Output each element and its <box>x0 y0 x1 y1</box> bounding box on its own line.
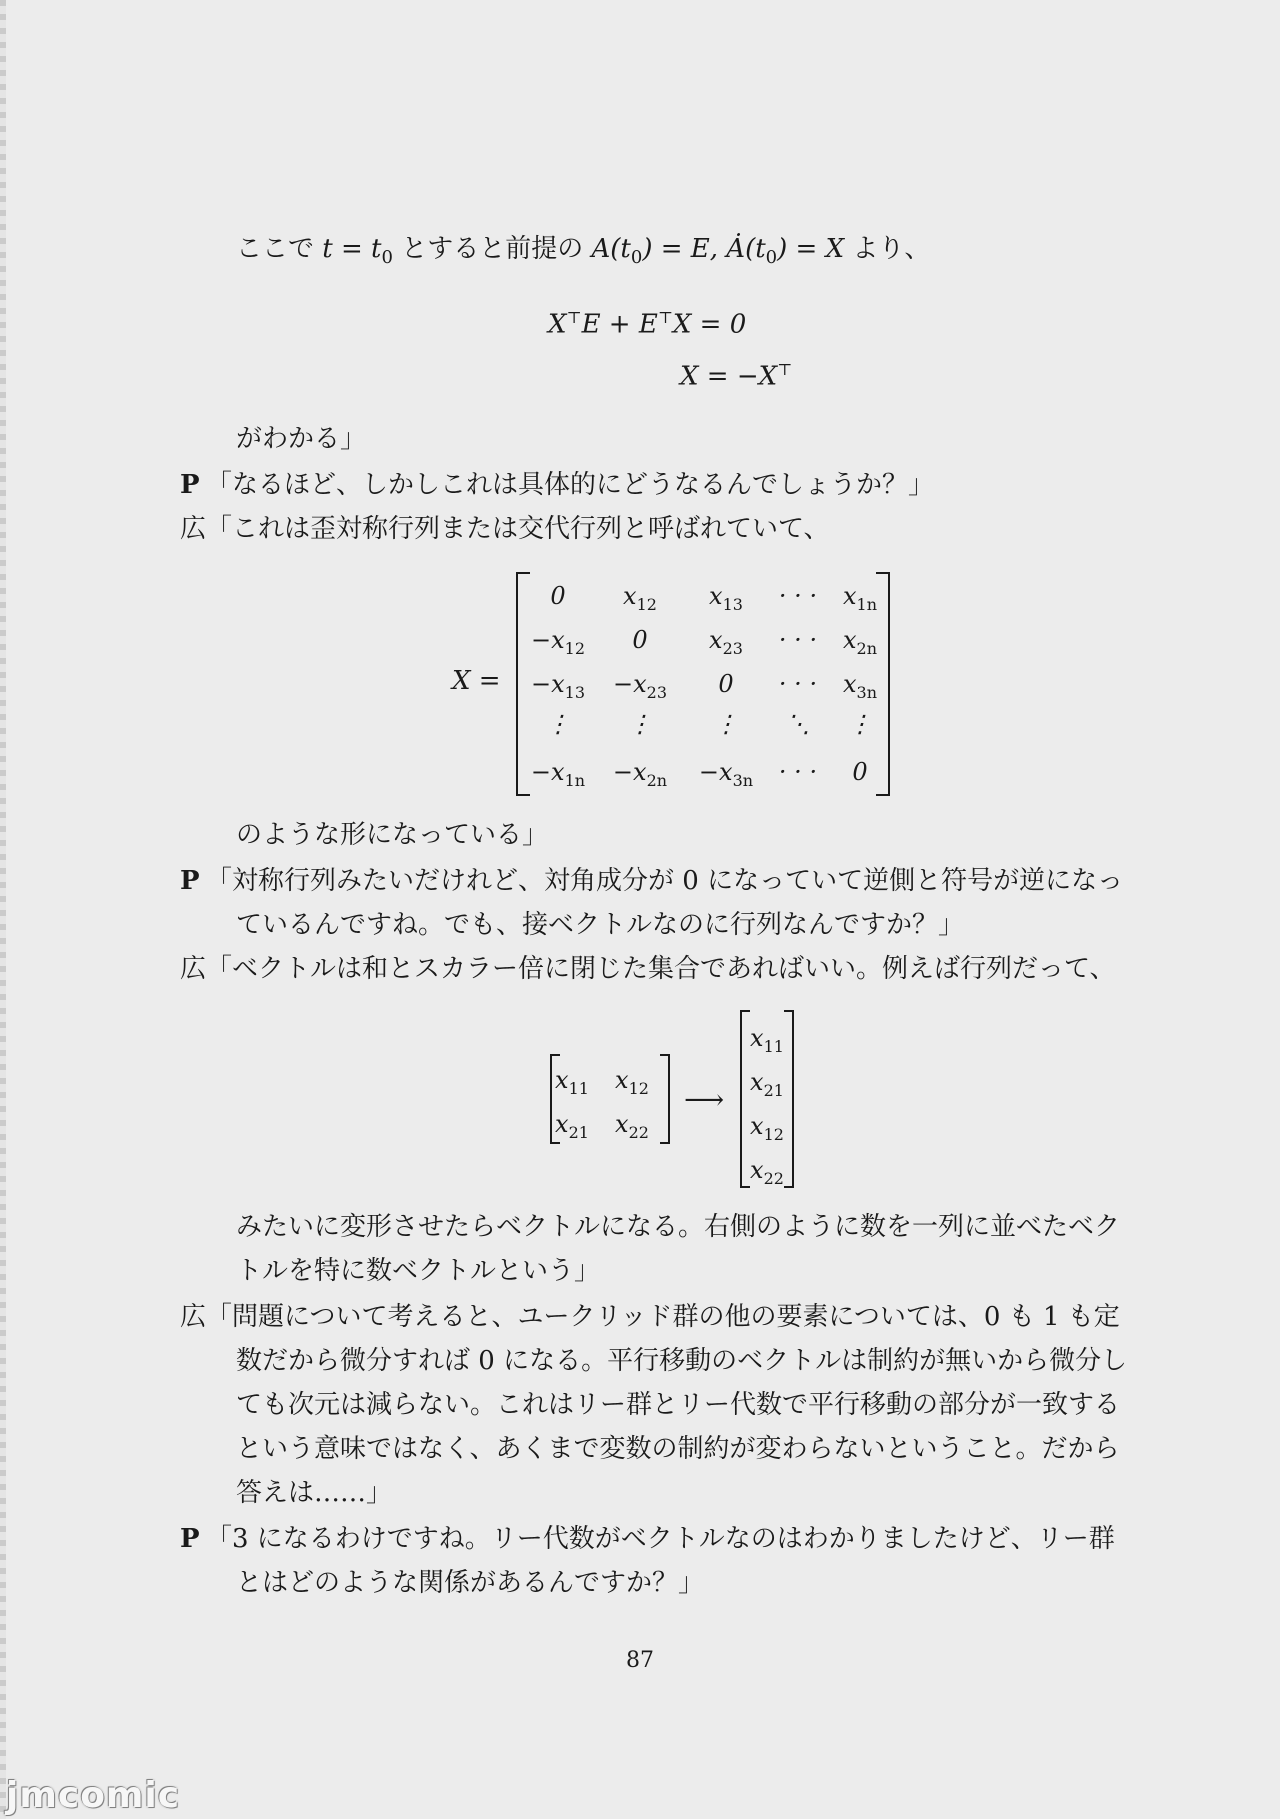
speaker-p: P <box>180 1524 200 1554</box>
paragraph-intro <box>236 236 930 267</box>
matrix-label: X = <box>452 666 501 696</box>
speaker-p: P <box>180 866 200 896</box>
text-vector-2: トルを特に数ベクトルという」 <box>236 1256 601 1286</box>
matrix-cell: $-x_{23}$ <box>612 670 667 702</box>
dialogue-p-1 <box>180 472 934 498</box>
dialogue-text: 「これは歪対称行列または交代行列と呼ばれていて、 <box>206 514 830 544</box>
matrix-cell: · · · <box>778 758 818 786</box>
dialogue-continuation: 数だから微分すれば 0 になる。平行移動のベクトルは制約が無いから微分し <box>236 1346 1128 1376</box>
matrix-cell: $x_{22}$ <box>615 1110 649 1142</box>
dialogue-h-3 <box>180 1304 1120 1330</box>
text-premise: とすると前提の <box>401 234 584 264</box>
matrix-cell: $x_{21}$ <box>555 1110 589 1142</box>
dialogue-continuation: とはどのような関係があるんですか？」 <box>236 1568 705 1598</box>
text-gawakaru: がわかる」 <box>236 424 367 454</box>
watermark-logo: jmcomic <box>6 1775 181 1816</box>
text-yori: より、 <box>852 234 931 264</box>
matrix-cell: · · · <box>778 626 818 654</box>
matrix-cell: $x_{2n}$ <box>842 626 878 658</box>
dialogue-continuation: 答えは……」 <box>236 1478 393 1508</box>
dialogue-continuation: ているんですね。でも、接ベクトルなのに行列なんですか？」 <box>236 910 965 940</box>
matrix-cell: ⋮ <box>546 710 570 738</box>
dialogue-text: 「問題について考えると、ユークリッド群の他の要素については、0 も 1 も定 <box>206 1302 1120 1332</box>
matrix-cell: $-x_{2n}$ <box>612 758 668 790</box>
matrix-cell: $x_{23}$ <box>709 626 743 658</box>
vector-cell: $x_{12}$ <box>750 1112 784 1144</box>
matrix-cell: · · · <box>778 582 818 610</box>
dialogue-continuation: という意味ではなく、あくまで変数の制約が変わらないということ。だから <box>236 1434 1120 1464</box>
math-t-eq-t0: $t = t_0$ <box>322 234 393 268</box>
dialogue-text: 「なるほど、しかしこれは具体的にどうなるんでしょうか？」 <box>206 470 935 500</box>
dialogue-h-1 <box>180 516 829 542</box>
dialogue-h-2 <box>180 956 1115 982</box>
matrix-cell: · · · <box>778 670 818 698</box>
matrix-cell: $x_{12}$ <box>623 582 657 614</box>
text-vector-1: みたいに変形させたらベクトルになる。右側のように数を一列に並べたベク <box>236 1212 1121 1242</box>
matrix-cell: $x_{3n}$ <box>842 670 878 702</box>
matrix-2x2 <box>550 1054 670 1144</box>
column-vector <box>740 1010 794 1188</box>
skew-symmetric-matrix <box>516 572 890 796</box>
matrix-cell: $x_{1n}$ <box>842 582 878 614</box>
matrix-cell: ⋮ <box>628 710 652 738</box>
matrix-cell: $-x_{3n}$ <box>698 758 754 790</box>
matrix-cell: $x_{11}$ <box>555 1066 589 1098</box>
equation-1: X⊤E + E⊤X = 0 <box>548 308 747 340</box>
vector-cell: $x_{22}$ <box>750 1156 784 1188</box>
vector-cell: $x_{11}$ <box>750 1024 784 1056</box>
dialogue-text: 「対称行列みたいだけれど、対角成分が 0 になっていて逆側と符号が逆になっ <box>206 866 1124 896</box>
binding-edge <box>0 0 6 1819</box>
matrix-cell: $x_{12}$ <box>615 1066 649 1098</box>
arrow-icon: ⟶ <box>684 1083 725 1116</box>
matrix-cell: 0 <box>632 626 648 654</box>
matrix-cell: $-x_{1n}$ <box>530 758 586 790</box>
dialogue-text: 「ベクトルは和とスカラー倍に閉じた集合であればいい。例えば行列だって、 <box>206 954 1116 984</box>
vector-cell: $x_{21}$ <box>750 1068 784 1100</box>
text-nayouna: のような形になっている」 <box>236 820 549 850</box>
page-number: 87 <box>626 1648 654 1673</box>
speaker-hiro: 広 <box>180 1302 207 1332</box>
matrix-cell: 0 <box>852 758 868 786</box>
dialogue-continuation: ても次元は減らない。これはリー群とリー代数で平行移動の部分が一致する <box>236 1390 1121 1420</box>
speaker-hiro: 広 <box>180 514 207 544</box>
dialogue-text: 「3 になるわけですね。リー代数がベクトルなのはわかりましたけど、リー群 <box>206 1524 1115 1554</box>
speaker-p: P <box>180 470 200 500</box>
matrix-cell: 0 <box>718 670 734 698</box>
dialogue-p-3 <box>180 1526 1115 1552</box>
dialogue-p-2 <box>180 868 1123 894</box>
matrix-cell: $-x_{12}$ <box>530 626 585 658</box>
matrix-cell: 0 <box>550 582 566 610</box>
math-premise: $A(t_0) = E$, $Ȧ(t_0) = X$ <box>591 234 845 268</box>
matrix-cell: ⋱ <box>786 710 810 738</box>
matrix-cell: ⋮ <box>714 710 738 738</box>
matrix-cell: ⋮ <box>848 710 872 738</box>
text-koko: ここで <box>236 234 315 264</box>
matrix-cell: $-x_{13}$ <box>530 670 585 702</box>
matrix-cell: $x_{13}$ <box>709 582 743 614</box>
speaker-hiro: 広 <box>180 954 207 984</box>
equation-2: X = −X⊤ <box>680 360 793 392</box>
